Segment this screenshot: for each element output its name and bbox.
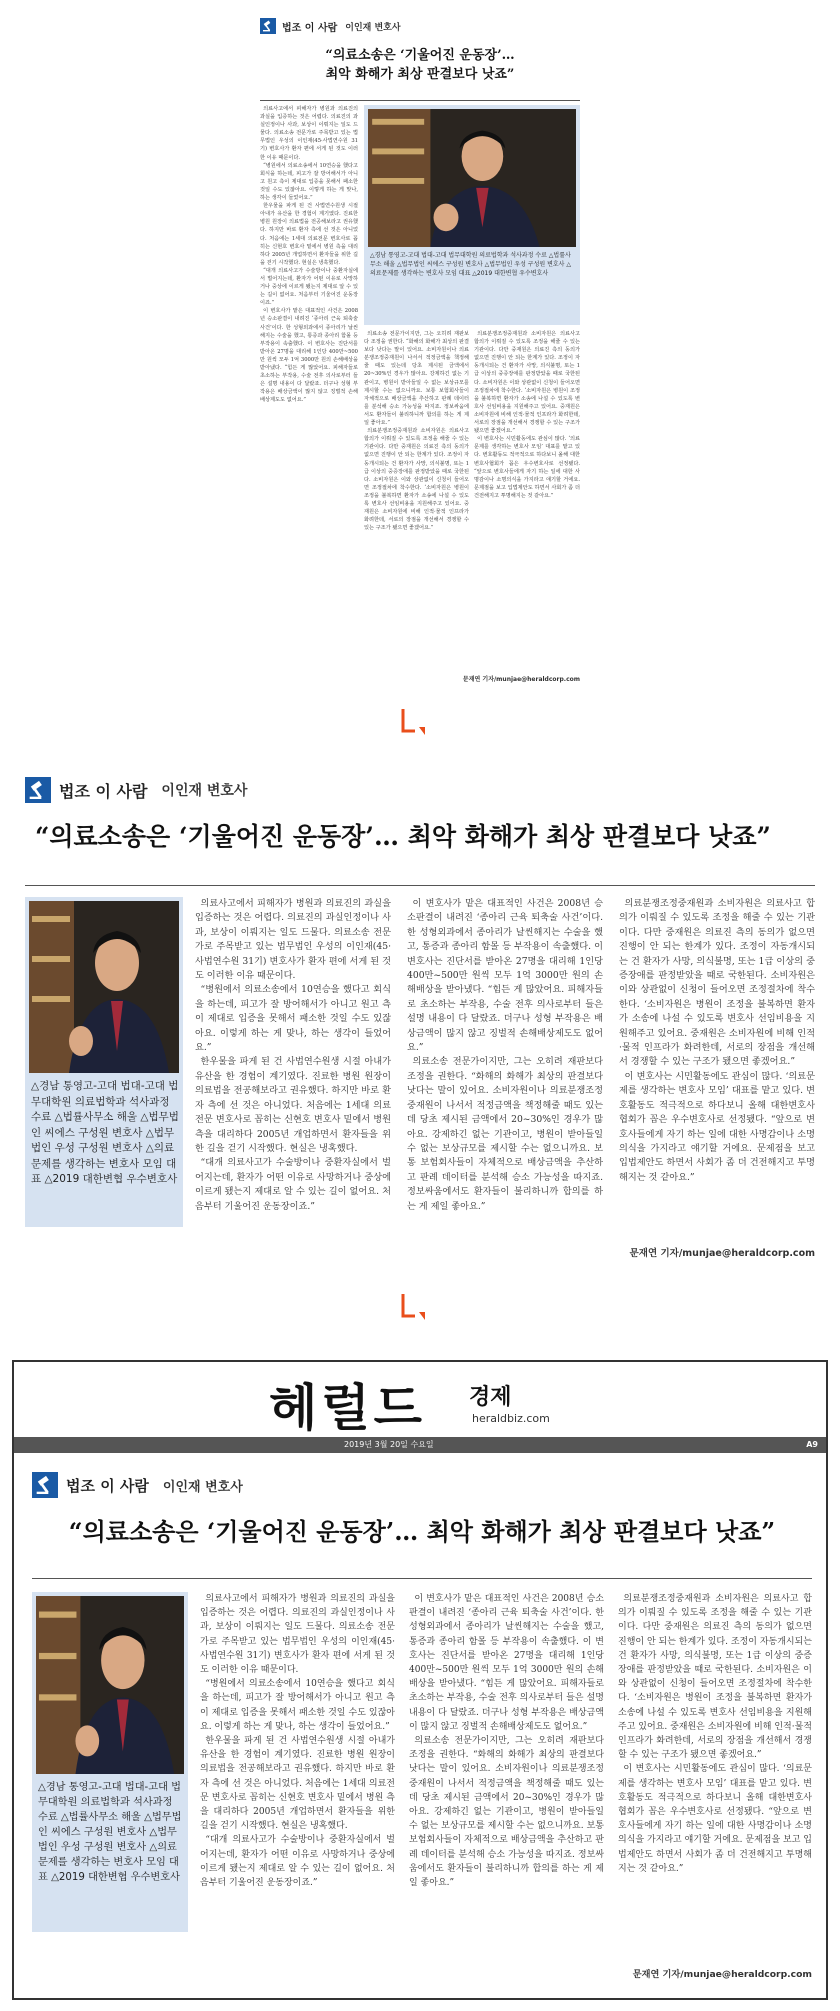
date-bar — [14, 1437, 826, 1453]
photo-box — [32, 1592, 188, 1932]
article-newspaper — [32, 1472, 812, 1982]
portrait-photo — [368, 109, 576, 247]
arrow-down-icon — [395, 705, 425, 745]
issue-date: 2019년 3월 20일 수요일 — [344, 1440, 434, 1449]
kicker-title: 법조 이 사람 — [282, 22, 338, 34]
kicker — [260, 18, 401, 34]
portrait-photo — [36, 1596, 184, 1774]
newspaper-logo-sub: 경제 — [469, 1385, 512, 1410]
clipping-small — [260, 10, 580, 690]
body-column-1: 의료사고에서 피해자가 병원과 의료진의 과실을 입증하는 것은 어렵다. 의료진의 과실인정이나 사과, 보상이 이뤄지는 일도 드물다. 의료소송 전문가로 주목받고 있는 법무법인 우성의 이인재(45·사법연수원 31기) 변호사가 환자 편에 서게 된 것도 이러한 이유 때문이다. “병원에서 의료소송에서 10연승을 했다고 회식을 하는데, 피고가 잘 방어해서가 아니고 원고 측이 제대로 입증을 못해서 패소한 것일 수도 있잖아요. 이렇게 하는 게 맞나, 하는 생각이 들었어요.” 한우물을 파게 된 건 사법연수원생 시절 아내가 유산을 한 경험이 계기였다. 진료한 병원 원장이 의료법을 전공해보라고 권유했다. 하지만 바로 환자 측에 선 것은 아니었다. 처음에는 1세대 의료전문 변호사로 꼽히는 신현호 변호사 밑에서 병원 측을 대리하다 2005년 개업하면서 환자들을 위한 길을 걷기 시작했다. 현실은 냉혹했다. “대개 의료사고가 수술방이나 중환자실에서 벌어지는데, 환자가 어떤 이유로 사망하거나 중상에 이르게 됐는지 제대로 알 수 있는 길이 없어요. 처음부터 기울어진 운동장이죠.” — [195, 898, 391, 1212]
gavel-icon — [260, 18, 276, 34]
photo-caption: △경남 통영고-고대 법대-고대 법무대학원 의료법학과 석사과정 수료 △법률사무소 해울 △법무법인 씨에스 구성원 변호사 △법무법인 우성 구성원 변호사 △의료문제를 생각하는 변호사 모임 대표 △2019 대한변협 우수변호사 — [370, 252, 572, 277]
photo-caption: △경남 통영고-고대 법대-고대 법무대학원 의료법학과 석사과정 수료 △법률사무소 해울 △법무법인 씨에스 구성원 변호사 △법무법인 우성 구성원 변호사 △의료문제를 생각하는 변호사 모임 대표 △2019 대한변협 우수변호사 — [38, 1782, 182, 1883]
body-column-2: 이 변호사가 맡은 대표적인 사건은 2008년 승소판결이 내려진 ‘종아리 근육 퇴축술 사건’이다. 한 성형외과에서 종아리가 날씬해지는 수술을 했고, 통증과 종아리 함몰 등 부작용이 속출했다. 이 변호사는 진단서를 받아온 27명을 대리해 1인당 400만~500만 원씩 모두 1억 3000만 원의 손해배상을 받아냈다. “힘든 게 많았어요. 피해자들로 초소하는 부작용, 수술 전후 의사로부터 들은 설명 내용이 다 달랐죠. 더구나 성형 부작용은 배상금액이 많지 않고 징벌적 손해배상제도도 없어요.” 의료소송 전문가이지만, 그는 오히려 재판보다 조정을 권한다. “화해의 화해가 최상의 판결보다 낫다는 말이 있어요. 소비자원이나 의료분쟁조정중재원이 나서서 적정금액을 책정해줄 때도 있는데 당초 제시된 금액에서 20~30%인 경우가 많아요. 강제하긴 없는 기관이고, 병원이 받아들일 수 없는 보상규모를 제시할 수는 없으니까요. 보통 보험회사들이 자체적으로 배상금액을 추산하고 판례 데이터를 분석해 승소 가능성을 따지죠. 정보싸움에서도 환자들이 불리하니까 합의를 하는 게 제일 좋아요.” — [407, 898, 603, 1212]
headline: “의료소송은 ‘기울어진 운동장’… 최악 화해가 최상 판결보다 낫죠” — [68, 1517, 776, 1546]
kicker — [32, 1472, 243, 1498]
body-column-1: 의료사고에서 피해자가 병원과 의료진의 과실을 입증하는 것은 어렵다. 의료진의 과실인정이나 사과, 보상이 이뤄지는 일도 드물다. 의료소송 전문가로 주목받고 있는 법무법인 우성의 이인재(45·사법연수원 31기) 변호사가 환자 편에 서게 된 것도 이러한 이유 때문이다. “병원에서 의료소송에서 10연승을 했다고 회식을 하는데, 피고가 잘 방어해서가 아니고 원고 측이 제대로 입증을 못해서 패소한 것일 수도 있잖아요. 이렇게 하는 게 맞나, 하는 생각이 들었어요.” 한우물을 파게 된 건 사법연수원생 시절 아내가 유산을 한 경험이 계기였다. 진료한 병원 원장이 의료법을 전공해보라고 권유했다. 하지만 바로 환자 측에 선 것은 아니었다. 처음에는 1세대 의료전문 변호사로 꼽히는 신현호 변호사 밑에서 병원 측을 대리하다 2005년 개업하면서 환자들을 위한 길을 걷기 시작했다. 현실은 냉혹했다. “대개 의료사고가 수술방이나 중환자실에서 벌어지는데, 환자가 어떤 이유로 사망하거나 중상에 이르게 됐는지 제대로 알 수 있는 길이 없어요. 처음부터 기울어진 운동장이죠.” — [200, 1594, 395, 1889]
body-column-1: 의료사고에서 피해자가 병원과 의료진의 과실을 입증하는 것은 어렵다. 의료진의 과실인정이나 사과, 보상이 이뤄지는 일도 드물다. 의료소송 전문가로 주목받고 있는 법무법인 우성의 이인재(45·사법연수원 31기) 변호사가 환자 편에 서게 된 것도 이러한 이유 때문이다. “병원에서 의료소송에서 10연승을 했다고 회식을 하는데, 피고가 잘 방어해서가 아니고 원고 측이 제대로 입증을 못해서 패소한 것일 수도 있잖아요. 이렇게 하는 게 맞나, 하는 생각이 들었어요.” 한우물을 파게 된 건 사법연수원생 시절 아내가 유산을 한 경험이 계기였다. 진료한 병원 원장이 의료법을 전공해보라고 권유했다. 하지만 바로 환자 측에 선 것은 아니었다. 처음에는 1세대 의료전문 변호사로 꼽히는 신현호 변호사 밑에서 병원 측을 대리하다 2005년 개업하면서 환자들을 위한 길을 걷기 시작했다. 현실은 냉혹했다. “대개 의료사고가 수술방이나 중환자실에서 벌어지는데, 환자가 어떤 이유로 사망하거나 중상에 이르게 됐는지 제대로 알 수 있는 길이 없어요. 처음부터 기울어진 운동장이죠.” 이 변호사가 맡은 대표적인 사건은 2008년 승소판결이 내려진 ‘종아리 근육 퇴축술 사건’이다. 한 성형외과에서 종아리가 날씬해지는 수술을 했고, 통증과 종아리 함몰 등 부작용이 속출했다. 이 변호사는 진단서를 받아온 27명을 대리해 1인당 400만~500만 원씩 모두 1억 3000만 원의 손해배상을 받아냈다. “힘든 게 많았어요. 피해자들로 초소하는 부작용, 수술 전후 의사로부터 들은 설명 내용이 다 달랐죠. 더구나 성형 부작용은 배상금액이 많지 않고 징벌적 손해배상제도도 없어요.” — [260, 106, 358, 404]
article-wide — [25, 775, 815, 1275]
newspaper-logo: 헤럴드 — [269, 1379, 426, 1437]
body-column-2: 의료소송 전문가이지만, 그는 오히려 재판보다 조정을 권한다. “화해의 화해가 최상의 판결보다 낫다는 말이 있어요. 소비자원이나 의료분쟁조정중재원이 나서서 적정금액을 책정해줄 때도 있는데 당초 제시된 금액에서 20~30%인 경우가 많아요. 강제하긴 없는 기관이고, 병원이 받아들일 수 없는 보상규모를 제시할 수는 없으니까요. 보통 보험회사들이 자체적으로 배상금액을 추산하고 판례 데이터를 분석해 승소 가능성을 따지죠. 정보싸움에서도 환자들이 불리하니까 합의를 하는 게 제일 좋아요.” 의료분쟁조정중재원과 소비자원은 의료사고 합의가 이뤄질 수 있도록 조정을 해줄 수 있는 기관이다. 다만 중재원은 의료진 측의 동의가 없으면 진행이 안 되는 한계가 있다. 조정이 자동개시되는 건 환자가 사망, 의식불명, 또는 1급 이상의 중증장애를 판정받았을 때로 국한된다. 소비자원은 이와 상관없이 신청이 들어오면 조정절차에 착수한다. ‘소비자원은 병원이 조정을 불복하면 환자가 소송에 나설 수 있도록 변호사 선임비용을 지원해주고 있어요. 중재원은 소비자원에 비해 인적·물적 인프라가 화려한데, 서로의 장점을 개선해서 경쟁할 수 있는 구조가 됐으면 좋겠어요.” — [364, 331, 469, 532]
headline: “의료소송은 ‘기울어진 운동장’… 최악 화해가 최상 판결보다 낫죠” — [35, 822, 771, 851]
gavel-icon — [32, 1472, 58, 1498]
body-column-3: 의료분쟁조정중재원과 소비자원은 의료사고 합의가 이뤄질 수 있도록 조정을 해줄 수 있는 기관이다. 다만 중재원은 의료진 측의 동의가 없으면 진행이 안 되는 한계가 있다. 조정이 자동개시되는 건 환자가 사망, 의식불명, 또는 1급 이상의 중증장애를 판정받았을 때로 국한된다. 소비자원은 이와 상관없이 신청이 들어오면 조정절차에 착수한다. ‘소비자원은 병원이 조정을 불복하면 환자가 소송에 나설 수 있도록 변호사 선임비용을 지원해주고 있어요. 중재원은 소비자원에 비해 인적·물적 인프라가 화려한데, 서로의 장점을 개선해서 경쟁할 수 있는 구조가 됐으면 좋겠어요.” 이 변호사는 시민활동에도 관심이 많다. ‘의료문제를 생각하는 변호사 모임’ 대표를 맡고 있다. 변호활동도 적극적으로 하다보니 올해 대한변호사협회가 꼽은 우수변호사로 선정됐다. “앞으로 변호사들에게 자기 하는 일에 대한 사명감이나 소명의식을 가지라고 얘기할 거에요. 문제점을 보고 입법제안도 하면서 사회가 좀 더 건전해지고 투명해지는 것 같아요.” — [474, 331, 580, 499]
divider — [32, 1578, 812, 1579]
arrow-down-icon — [395, 1290, 425, 1330]
headline-line-2: 최악 화해가 최상 판결보다 낫죠” — [325, 67, 515, 82]
kicker-title: 법조 이 사람 — [59, 781, 148, 801]
kicker-name: 이인재 변호사 — [161, 783, 248, 799]
newspaper-url: heraldbiz.com — [472, 1412, 550, 1425]
page-number: A9 — [806, 1440, 818, 1449]
divider — [260, 100, 580, 101]
body-column-2: 이 변호사가 맡은 대표적인 사건은 2008년 승소판결이 내려진 ‘종아리 근육 퇴축술 사건’이다. 한 성형외과에서 종아리가 날씬해지는 수술을 했고, 통증과 종아리 함몰 등 부작용이 속출했다. 이 변호사는 진단서를 받아온 27명을 대리해 1인당 400만~500만 원씩 모두 1억 3000만 원의 손해배상을 받아냈다. “힘든 게 많았어요. 피해자들로 초소하는 부작용, 수술 전후 의사로부터 들은 설명 내용이 다 달랐죠. 더구나 성형 부작용은 배상금액이 많지 않고 징벌적 손해배상제도도 없어요.” 의료소송 전문가이지만, 그는 오히려 재판보다 조정을 권한다. “화해의 화해가 최상의 판결보다 낫다는 말이 있어요. 소비자원이나 의료분쟁조정중재원이 나서서 적정금액을 책정해줄 때도 있는데 당초 제시된 금액에서 20~30%인 경우가 많아요. 강제하긴 없는 기관이고, 병원이 받아들일 수 없는 보상규모를 제시할 수는 없으니까요. 보통 보험회사들이 자체적으로 배상금액을 추산하고 판례 데이터를 분석해 승소 가능성을 따지죠. 정보싸움에서도 환자들이 불리하니까 합의를 하는 게 제일 좋아요.” — [409, 1594, 604, 1889]
clipping-wide — [25, 775, 815, 1275]
byline: 문재연 기자/munjae@heraldcorp.com — [462, 676, 580, 683]
article-small — [260, 10, 580, 690]
photo-box — [25, 897, 183, 1227]
body-column-3: 의료분쟁조정중재원과 소비자원은 의료사고 합의가 이뤄질 수 있도록 조정을 해줄 수 있는 기관이다. 다만 중재원은 의료진 측의 동의가 없으면 진행이 안 되는 한계가 있다. 조정이 자동개시되는 건 환자가 사망, 의식불명, 또는 1급 이상의 중증장애를 판정받았을 때로 국한된다. 소비자원은 이와 상관없이 신청이 들어오면 조정절차에 착수한다. ‘소비자원은 병원이 조정을 불복하면 환자가 소송에 나설 수 있도록 변호사 선임비용을 지원해주고 있어요. 중재원은 소비자원에 비해 인적·물적 인프라가 화려한데, 서로의 장점을 개선해서 경쟁할 수 있는 구조가 됐으면 좋겠어요.” 이 변호사는 시민활동에도 관심이 많다. ‘의료문제를 생각하는 변호사 모임’ 대표를 맡고 있다. 변호활동도 적극적으로 하다보니 올해 대한변호사협회가 꼽은 우수변호사로 선정됐다. “앞으로 변호사들에게 자기 하는 일에 대한 사명감이나 소명의식을 가지라고 얘기할 거에요. 문제점을 보고 입법제안도 하면서 사회가 좀 더 건전해지고 투명해지는 것 같아요.” — [618, 1594, 812, 1874]
divider — [25, 885, 815, 886]
newspaper-article-area — [32, 1472, 812, 1982]
byline: 문재연 기자/munjae@heraldcorp.com — [629, 1248, 815, 1259]
body-column-3: 의료분쟁조정중재원과 소비자원은 의료사고 합의가 이뤄질 수 있도록 조정을 해줄 수 있는 기관이다. 다만 중재원은 의료진 측의 동의가 없으면 진행이 안 되는 한계가 있다. 조정이 자동개시되는 건 환자가 사망, 의식불명, 또는 1급 이상의 중증장애를 판정받았을 때로 국한된다. 소비자원은 이와 상관없이 신청이 들어오면 조정절차에 착수한다. ‘소비자원은 병원이 조정을 불복하면 환자가 소송에 나설 수 있도록 변호사 선임비용을 지원해주고 있어요. 중재원은 소비자원에 비해 인적·물적 인프라가 화려한데, 서로의 장점을 개선해서 경쟁할 수 있는 구조가 됐으면 좋겠어요.” 이 변호사는 시민활동에도 관심이 많다. ‘의료문제를 생각하는 변호사 모임’ 대표를 맡고 있다. 변호활동도 적극적으로 하다보니 올해 대한변호사협회가 꼽은 우수변호사로 선정됐다. “앞으로 변호사들에게 자기 하는 일에 대한 사명감이나 소명의식을 가지라고 얘기할 거에요. 문제점을 보고 입법제안도 하면서 사회가 좀 더 건전해지고 투명해지는 것 같아요.” — [619, 898, 815, 1183]
kicker-name: 이인재 변호사 — [162, 1479, 243, 1495]
newspaper-page — [12, 1360, 828, 2000]
gavel-icon — [25, 777, 51, 803]
byline: 문재연 기자/munjae@heraldcorp.com — [632, 1969, 812, 1980]
portrait-photo — [29, 901, 179, 1073]
photo-caption: △경남 통영고-고대 법대-고대 법무대학원 의료법학과 석사과정 수료 △법률사무소 해울 △법무법인 씨에스 구성원 변호사 △법무법인 우성 구성원 변호사 △의료문제를 생각하는 변호사 모임 대표 △2019 대한변협 우수변호사 — [31, 1080, 179, 1185]
masthead — [14, 1362, 826, 1457]
headline — [260, 46, 580, 84]
kicker-name: 이인재 변호사 — [345, 22, 401, 33]
headline-line-1: “의료소송은 ‘기울어진 운동장’… — [325, 48, 515, 63]
photo-box — [364, 105, 580, 325]
kicker-title: 법조 이 사람 — [66, 1476, 149, 1495]
kicker — [25, 777, 247, 803]
